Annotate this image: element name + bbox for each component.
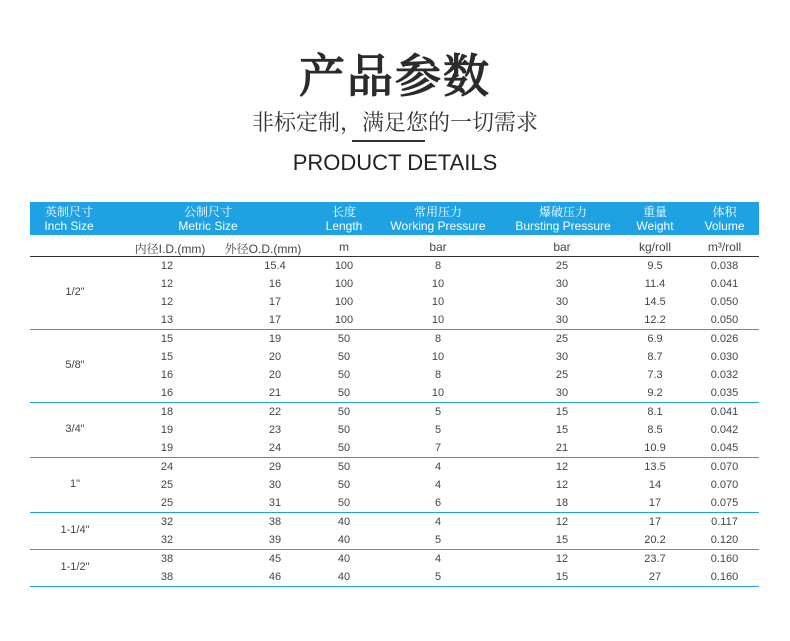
cell-working-pressure: 8 <box>434 260 442 272</box>
cell-bursting-pressure: 30 <box>555 278 569 290</box>
cell-bursting-pressure: 25 <box>555 333 569 345</box>
cell-outer-diameter: 17 <box>268 296 282 308</box>
cell-bursting-pressure: 18 <box>555 497 569 509</box>
header-wp-cn: 常用压力 <box>413 205 462 219</box>
header-bp-cn: 爆破压力 <box>538 205 587 219</box>
cell-working-pressure: 5 <box>434 571 442 583</box>
cell-outer-diameter: 20 <box>268 351 282 363</box>
cell-working-pressure: 5 <box>434 406 442 418</box>
cell-outer-diameter: 46 <box>268 571 282 583</box>
cell-length: 100 <box>334 314 354 326</box>
cell-length: 50 <box>337 479 351 491</box>
cell-working-pressure: 5 <box>434 424 442 436</box>
cell-inner-diameter: 18 <box>160 406 174 418</box>
header-volume-en: Volume <box>704 219 745 233</box>
cell-volume: 0.050 <box>710 314 739 326</box>
header-wp-en: Working Pressure <box>390 219 486 233</box>
cell-weight: 20.2 <box>644 534 666 546</box>
table-row <box>30 257 759 275</box>
cell-working-pressure: 4 <box>434 516 442 528</box>
product-table <box>30 202 759 587</box>
page-title: 产品参数 <box>299 49 491 103</box>
unit-working-pressure: bar <box>429 240 447 254</box>
cell-length: 50 <box>337 461 351 473</box>
cell-outer-diameter: 21 <box>268 387 282 399</box>
cell-bursting-pressure: 15 <box>555 406 569 418</box>
size-group <box>30 257 759 330</box>
cell-weight: 14 <box>648 479 662 491</box>
cell-volume: 0.032 <box>710 369 739 381</box>
cell-working-pressure: 8 <box>434 369 442 381</box>
cell-volume: 0.070 <box>710 461 739 473</box>
cell-volume: 0.160 <box>710 553 739 565</box>
cell-bursting-pressure: 30 <box>555 387 569 399</box>
unit-weight: kg/roll <box>638 240 671 254</box>
inch-size-cell: 1-1/4" <box>60 524 90 536</box>
cell-volume: 0.160 <box>710 571 739 583</box>
cell-inner-diameter: 24 <box>160 461 174 473</box>
table-row <box>30 330 759 348</box>
cell-inner-diameter: 12 <box>160 278 174 290</box>
cell-outer-diameter: 23 <box>268 424 282 436</box>
cell-bursting-pressure: 12 <box>555 461 569 473</box>
header-bursting-pressure <box>508 205 618 233</box>
cell-volume: 0.042 <box>710 424 739 436</box>
cell-weight: 6.9 <box>647 333 663 345</box>
header-working-pressure <box>378 205 498 233</box>
inch-size-cell: 3/4" <box>65 423 85 435</box>
table-body <box>30 257 759 587</box>
cell-outer-diameter: 45 <box>268 553 282 565</box>
cell-volume: 0.041 <box>710 278 739 290</box>
header-metric-en: Metric Size <box>178 219 238 233</box>
header-weight <box>630 205 680 233</box>
cell-length: 50 <box>337 406 351 418</box>
cell-volume: 0.120 <box>710 534 739 546</box>
cell-outer-diameter: 22 <box>268 406 282 418</box>
table-row <box>30 403 759 421</box>
cell-weight: 13.5 <box>644 461 666 473</box>
cell-length: 50 <box>337 442 351 454</box>
table-row <box>30 458 759 476</box>
inch-size-cell: 1" <box>69 478 81 490</box>
cell-inner-diameter: 15 <box>160 333 174 345</box>
cell-length: 100 <box>334 260 354 272</box>
cell-outer-diameter: 30 <box>268 479 282 491</box>
inch-size-cell: 1-1/2" <box>60 561 90 573</box>
cell-inner-diameter: 19 <box>160 424 174 436</box>
size-group <box>30 550 759 587</box>
header-metric-size <box>158 205 258 233</box>
cell-bursting-pressure: 15 <box>555 424 569 436</box>
cell-length: 40 <box>337 571 351 583</box>
cell-weight: 23.7 <box>644 553 666 565</box>
header-weight-en: Weight <box>636 219 674 233</box>
cell-bursting-pressure: 12 <box>555 553 569 565</box>
title-divider <box>352 140 425 142</box>
table-row <box>30 513 759 531</box>
size-group <box>30 403 759 458</box>
cell-inner-diameter: 19 <box>160 442 174 454</box>
cell-outer-diameter: 17 <box>268 314 282 326</box>
cell-volume: 0.030 <box>710 351 739 363</box>
table-row <box>30 550 759 568</box>
cell-outer-diameter: 19 <box>268 333 282 345</box>
cell-inner-diameter: 25 <box>160 479 174 491</box>
cell-working-pressure: 10 <box>431 314 445 326</box>
cell-volume: 0.117 <box>711 516 738 528</box>
cell-volume: 0.038 <box>710 260 739 272</box>
inch-size-cell: 5/8" <box>65 359 85 371</box>
header-weight-cn: 重量 <box>642 205 667 219</box>
cell-outer-diameter: 38 <box>268 516 282 528</box>
cell-volume: 0.035 <box>710 387 739 399</box>
table-row <box>30 421 759 439</box>
table-header <box>30 202 759 235</box>
cell-volume: 0.075 <box>710 497 739 509</box>
unit-volume: m³/roll <box>707 240 742 254</box>
table-row <box>30 494 759 512</box>
cell-outer-diameter: 20 <box>268 369 282 381</box>
size-group <box>30 330 759 403</box>
cell-volume: 0.045 <box>710 442 739 454</box>
cell-weight: 8.7 <box>647 351 663 363</box>
size-group <box>30 513 759 550</box>
cell-bursting-pressure: 25 <box>555 260 569 272</box>
cell-length: 50 <box>337 351 351 363</box>
header-bp-en: Bursting Pressure <box>515 219 611 233</box>
cell-weight: 7.3 <box>647 369 663 381</box>
cell-working-pressure: 10 <box>431 278 445 290</box>
cell-length: 50 <box>337 369 351 381</box>
cell-working-pressure: 10 <box>431 387 445 399</box>
cell-working-pressure: 4 <box>434 461 442 473</box>
header-metric-cn: 公制尺寸 <box>183 205 232 219</box>
cell-bursting-pressure: 25 <box>555 369 569 381</box>
header-inch-en: Inch Size <box>44 219 94 233</box>
cell-weight: 12.2 <box>644 314 666 326</box>
cell-weight: 27 <box>648 571 662 583</box>
header-length <box>314 205 374 233</box>
cell-weight: 17 <box>648 497 662 509</box>
cell-bursting-pressure: 30 <box>555 296 569 308</box>
cell-inner-diameter: 12 <box>160 260 174 272</box>
table-row <box>30 531 759 549</box>
cell-weight: 8.1 <box>647 406 663 418</box>
table-row <box>30 476 759 494</box>
cell-bursting-pressure: 30 <box>555 351 569 363</box>
cell-length: 50 <box>337 424 351 436</box>
cell-inner-diameter: 16 <box>160 369 174 381</box>
cell-length: 40 <box>337 534 351 546</box>
cell-bursting-pressure: 15 <box>555 534 569 546</box>
cell-inner-diameter: 16 <box>160 387 174 399</box>
cell-volume: 0.026 <box>710 333 739 345</box>
cell-working-pressure: 8 <box>434 333 442 345</box>
header-volume <box>702 205 747 233</box>
cell-bursting-pressure: 12 <box>555 479 569 491</box>
cell-length: 40 <box>337 553 351 565</box>
cell-length: 50 <box>337 387 351 399</box>
cell-working-pressure: 10 <box>431 296 445 308</box>
cell-weight: 9.5 <box>647 260 663 272</box>
header-volume-cn: 体积 <box>712 205 737 219</box>
cell-outer-diameter: 15.4 <box>264 260 286 272</box>
header-length-cn: 长度 <box>331 205 356 219</box>
cell-inner-diameter: 15 <box>160 351 174 363</box>
cell-length: 50 <box>337 333 351 345</box>
cell-weight: 8.5 <box>647 424 663 436</box>
cell-working-pressure: 7 <box>434 442 442 454</box>
cell-inner-diameter: 32 <box>160 516 174 528</box>
table-row <box>30 293 759 311</box>
english-title: PRODUCT DETAILS <box>292 150 498 175</box>
cell-weight: 14.5 <box>644 296 666 308</box>
cell-inner-diameter: 13 <box>160 314 174 326</box>
cell-working-pressure: 4 <box>434 479 442 491</box>
header-inch-size <box>30 205 108 233</box>
cell-inner-diameter: 12 <box>160 296 174 308</box>
cell-inner-diameter: 32 <box>160 534 174 546</box>
unit-length: m <box>339 240 349 254</box>
cell-working-pressure: 5 <box>434 534 442 546</box>
units-row <box>30 235 759 257</box>
cell-weight: 9.2 <box>647 387 663 399</box>
cell-length: 100 <box>334 296 354 308</box>
cell-working-pressure: 10 <box>431 351 445 363</box>
table-row <box>30 439 759 457</box>
cell-bursting-pressure: 15 <box>555 571 569 583</box>
cell-length: 50 <box>337 497 351 509</box>
header-length-en: Length <box>325 219 363 233</box>
cell-length: 100 <box>334 278 354 290</box>
cell-weight: 10.9 <box>644 442 666 454</box>
table-row <box>30 384 759 402</box>
cell-weight: 11.4 <box>644 278 666 290</box>
cell-outer-diameter: 16 <box>268 278 282 290</box>
unit-id: 内径I.D.(mm) <box>134 242 206 256</box>
unit-od: 外径O.D.(mm) <box>224 242 302 256</box>
size-group <box>30 458 759 513</box>
unit-bursting-pressure: bar <box>553 240 571 254</box>
table-row <box>30 366 759 384</box>
cell-bursting-pressure: 21 <box>555 442 569 454</box>
cell-outer-diameter: 24 <box>268 442 282 454</box>
header-inch-cn: 英制尺寸 <box>44 205 93 219</box>
cell-inner-diameter: 25 <box>160 497 174 509</box>
table-row <box>30 311 759 329</box>
cell-outer-diameter: 29 <box>268 461 282 473</box>
cell-volume: 0.041 <box>710 406 739 418</box>
inch-size-cell: 1/2" <box>65 286 85 298</box>
cell-inner-diameter: 38 <box>160 571 174 583</box>
cell-outer-diameter: 39 <box>268 534 282 546</box>
cell-volume: 0.070 <box>710 479 739 491</box>
cell-working-pressure: 6 <box>434 497 442 509</box>
table-row <box>30 348 759 366</box>
cell-bursting-pressure: 30 <box>555 314 569 326</box>
table-row <box>30 568 759 586</box>
page-subtitle: 非标定制，满足您的一切需求 <box>251 111 538 136</box>
cell-length: 40 <box>337 516 351 528</box>
cell-working-pressure: 4 <box>434 553 442 565</box>
cell-volume: 0.050 <box>710 296 739 308</box>
cell-outer-diameter: 31 <box>268 497 282 509</box>
cell-inner-diameter: 38 <box>160 553 174 565</box>
cell-bursting-pressure: 12 <box>555 516 569 528</box>
table-row <box>30 275 759 293</box>
cell-weight: 17 <box>648 516 662 528</box>
